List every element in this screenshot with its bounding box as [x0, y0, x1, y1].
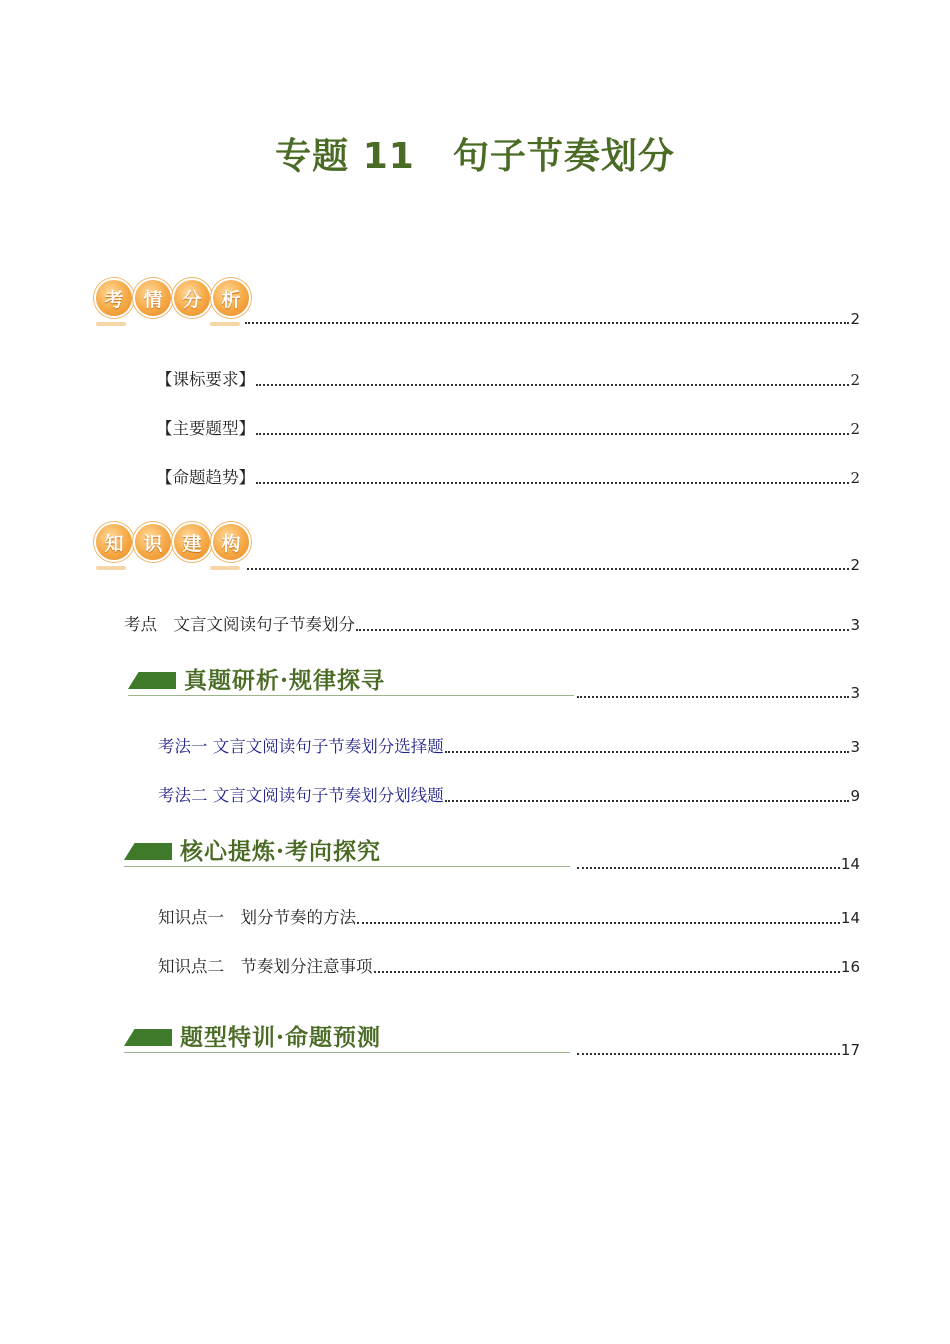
toc-analysis[interactable] [244, 310, 860, 328]
toc-real-exam[interactable] [576, 684, 860, 702]
badge-char: 识 [133, 522, 173, 562]
toc-page: 3 [850, 684, 860, 702]
toc-point-2[interactable] [158, 953, 860, 977]
toc-kaodian[interactable] [124, 611, 860, 635]
document-title [0, 128, 950, 179]
toc-label: 知识点一 划分节奏的方法 [158, 908, 356, 927]
badge-char: 情 [133, 278, 173, 318]
toc-label: 【命题趋势】 [156, 468, 255, 487]
badge-char: 构 [211, 522, 251, 562]
banner-shape [124, 843, 172, 860]
toc-page: 2 [850, 469, 860, 487]
toc-page: 16 [840, 958, 860, 976]
title-part-1: 专题 11 [275, 136, 415, 177]
banner-text: 核心提炼·考向探究 [180, 838, 382, 865]
toc-page: 3 [850, 616, 860, 634]
badge-char: 知 [94, 522, 134, 562]
toc-page: 3 [850, 738, 860, 756]
toc-method-2[interactable] [158, 782, 860, 806]
badge-char: 分 [172, 278, 212, 318]
toc-label: 考法一 文言文阅读句子节奏划分选择题 [158, 737, 444, 756]
toc-core[interactable] [576, 855, 860, 873]
toc-page: 17 [840, 1041, 860, 1059]
toc-label: 考点 文言文阅读句子节奏划分 [124, 615, 355, 634]
toc-page: 14 [840, 909, 860, 927]
toc-page: 2 [850, 371, 860, 389]
toc-point-1[interactable] [158, 904, 860, 928]
badge-char: 考 [94, 278, 134, 318]
badge-char: 析 [211, 278, 251, 318]
toc-label: 【课标要求】 [156, 370, 255, 389]
analysis-badge [94, 278, 250, 330]
banner-shape [124, 1029, 172, 1046]
banner-text: 真题研析·规律探寻 [184, 667, 386, 694]
toc-training[interactable] [576, 1041, 860, 1059]
toc-label: 【主要题型】 [156, 419, 255, 438]
toc-main-types[interactable] [156, 415, 860, 439]
toc-page: 2 [850, 556, 860, 574]
toc-method-1[interactable] [158, 733, 860, 757]
knowledge-badge [94, 522, 250, 574]
title-part-2: 句子节奏划分 [452, 136, 675, 177]
banner-text: 题型特训·命题预测 [180, 1024, 382, 1051]
toc-page: 2 [850, 310, 860, 328]
toc-knowledge[interactable] [246, 556, 860, 574]
toc-page: 14 [840, 855, 860, 873]
toc-page: 9 [850, 787, 860, 805]
badge-char: 建 [172, 522, 212, 562]
toc-curriculum[interactable] [156, 366, 860, 390]
toc-page: 2 [850, 420, 860, 438]
toc-label: 知识点二 节奏划分注意事项 [158, 957, 373, 976]
toc-label: 考法二 文言文阅读句子节奏划分划线题 [158, 786, 444, 805]
toc-trend[interactable] [156, 464, 860, 488]
banner-shape [128, 672, 176, 689]
